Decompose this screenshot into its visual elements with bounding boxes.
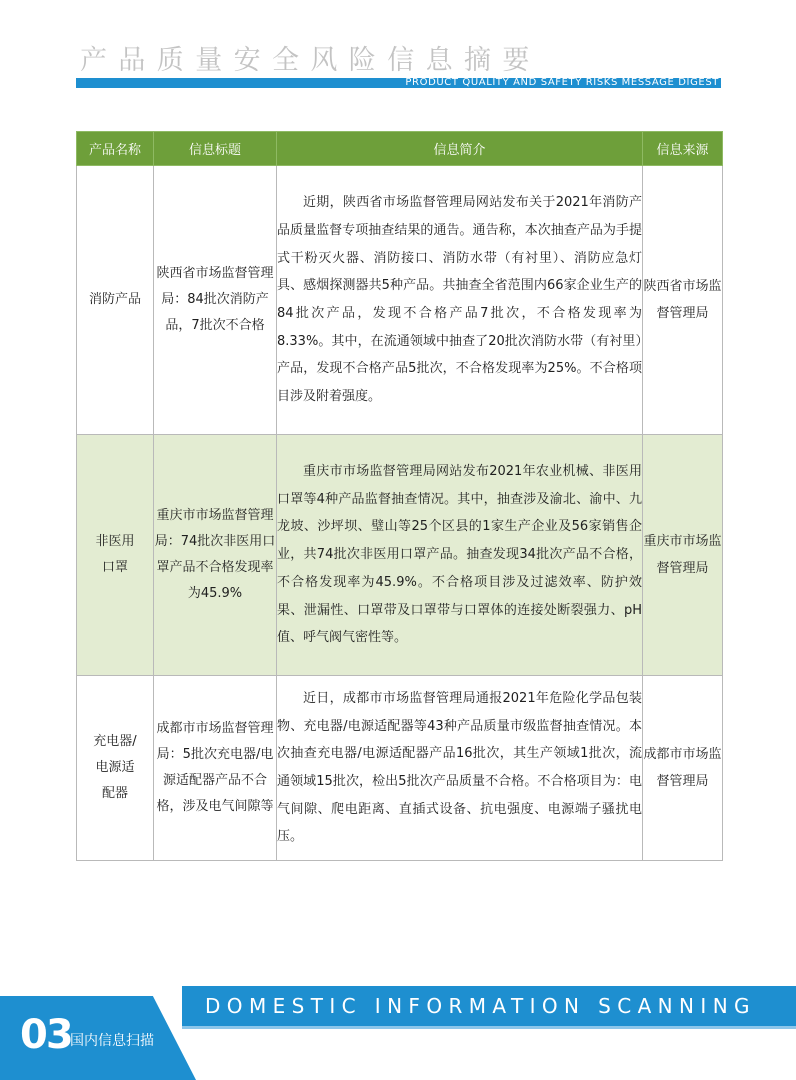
product-name-text: 非医用口罩 bbox=[95, 534, 135, 575]
info-source-cell: 陕西省市场监督管理局 bbox=[643, 166, 723, 435]
page-header bbox=[0, 0, 796, 110]
info-brief-text: 近日，成都市市场监督管理局通报2021年危险化学品包装物、充电器/电源适配器等43种产品质量市级监督抽查情况。本次抽查充电器/电源适配器产品16批次，其生产领域1批次，流通领域15批次，检出5批次产品质量不合格。不合格项目为：电气间隙、爬电距离、直插式设备、抗电强度、电源端子骚扰电压。 bbox=[277, 690, 642, 845]
info-brief-text: 近期，陕西省市场监督管理局网站发布关于2021年消防产品质量监督专项抽查结果的通告。通告称，本次抽查产品为手提式干粉灭火器、消防接口、消防水带（有衬里）、消防应急灯具、感烟探测器共5种产品。共抽查全省范围内66家企业生产的84批次产品，发现不合格产品7批次，不合格发现率为8.33%。其中，在流通领域中抽查了20批次消防水带（有衬里）产品，发现不合格产品5批次，不合格发现率为25%。不合格项目涉及附着强度。 bbox=[277, 195, 642, 405]
info-brief-cell bbox=[277, 435, 643, 676]
product-name-text: 充电器/电源适配器 bbox=[93, 734, 137, 801]
column-header-source: 信息来源 bbox=[643, 132, 723, 166]
footer-section-cn: 国内信息扫描 bbox=[70, 1033, 154, 1049]
column-header-name: 产品名称 bbox=[77, 132, 154, 166]
info-brief-text: 重庆市市场监督管理局网站发布2021年农业机械、非医用口罩等4种产品监督抽查情况。其中，抽查涉及渝北、渝中、九龙坡、沙坪坝、璧山等25个区县的1家生产企业及56家销售企业，共74批次非医用口罩产品。抽查发现34批次产品不合格，不合格发现率为45.9%。不合格项目涉及过滤效率、防护效果、泄漏性、口罩带及口罩带与口罩体的连接处断裂强力、pH值、呼气阀气密性等。 bbox=[277, 464, 642, 646]
page-footer bbox=[0, 986, 796, 1080]
header-title-en: PRODUCT QUALITY AND SAFETY RISKS MESSAGE DIGEST bbox=[405, 77, 719, 88]
info-title-cell: 成都市市场监督管理局：5批次充电器/电源适配器产品不合格，涉及电气间隙等 bbox=[154, 676, 277, 861]
product-name-cell: 消防产品 bbox=[77, 166, 154, 435]
product-name-cell bbox=[77, 435, 154, 676]
info-brief-cell bbox=[277, 166, 643, 435]
info-source-cell: 重庆市市场监督管理局 bbox=[643, 435, 723, 676]
info-source-cell: 成都市市场监督管理局 bbox=[643, 676, 723, 861]
table-row bbox=[77, 435, 723, 676]
page-number: 03 bbox=[20, 1012, 72, 1058]
product-name-cell bbox=[77, 676, 154, 861]
table-row bbox=[77, 166, 723, 435]
column-header-title: 信息标题 bbox=[154, 132, 277, 166]
info-title-cell: 重庆市市场监督管理局：74批次非医用口罩产品不合格发现率为45.9% bbox=[154, 435, 277, 676]
footer-band-accent bbox=[182, 1026, 796, 1029]
table-row bbox=[77, 676, 723, 861]
info-brief-cell bbox=[277, 676, 643, 861]
header-title-cn: 产品质量安全风险信息摘要 bbox=[80, 45, 541, 76]
digest-table bbox=[76, 131, 723, 861]
info-title-cell: 陕西省市场监督管理局：84批次消防产品，7批次不合格 bbox=[154, 166, 277, 435]
footer-section-en: DOMESTIC INFORMATION SCANNING bbox=[205, 994, 756, 1018]
table-header-row bbox=[77, 132, 723, 166]
column-header-brief: 信息简介 bbox=[277, 132, 643, 166]
